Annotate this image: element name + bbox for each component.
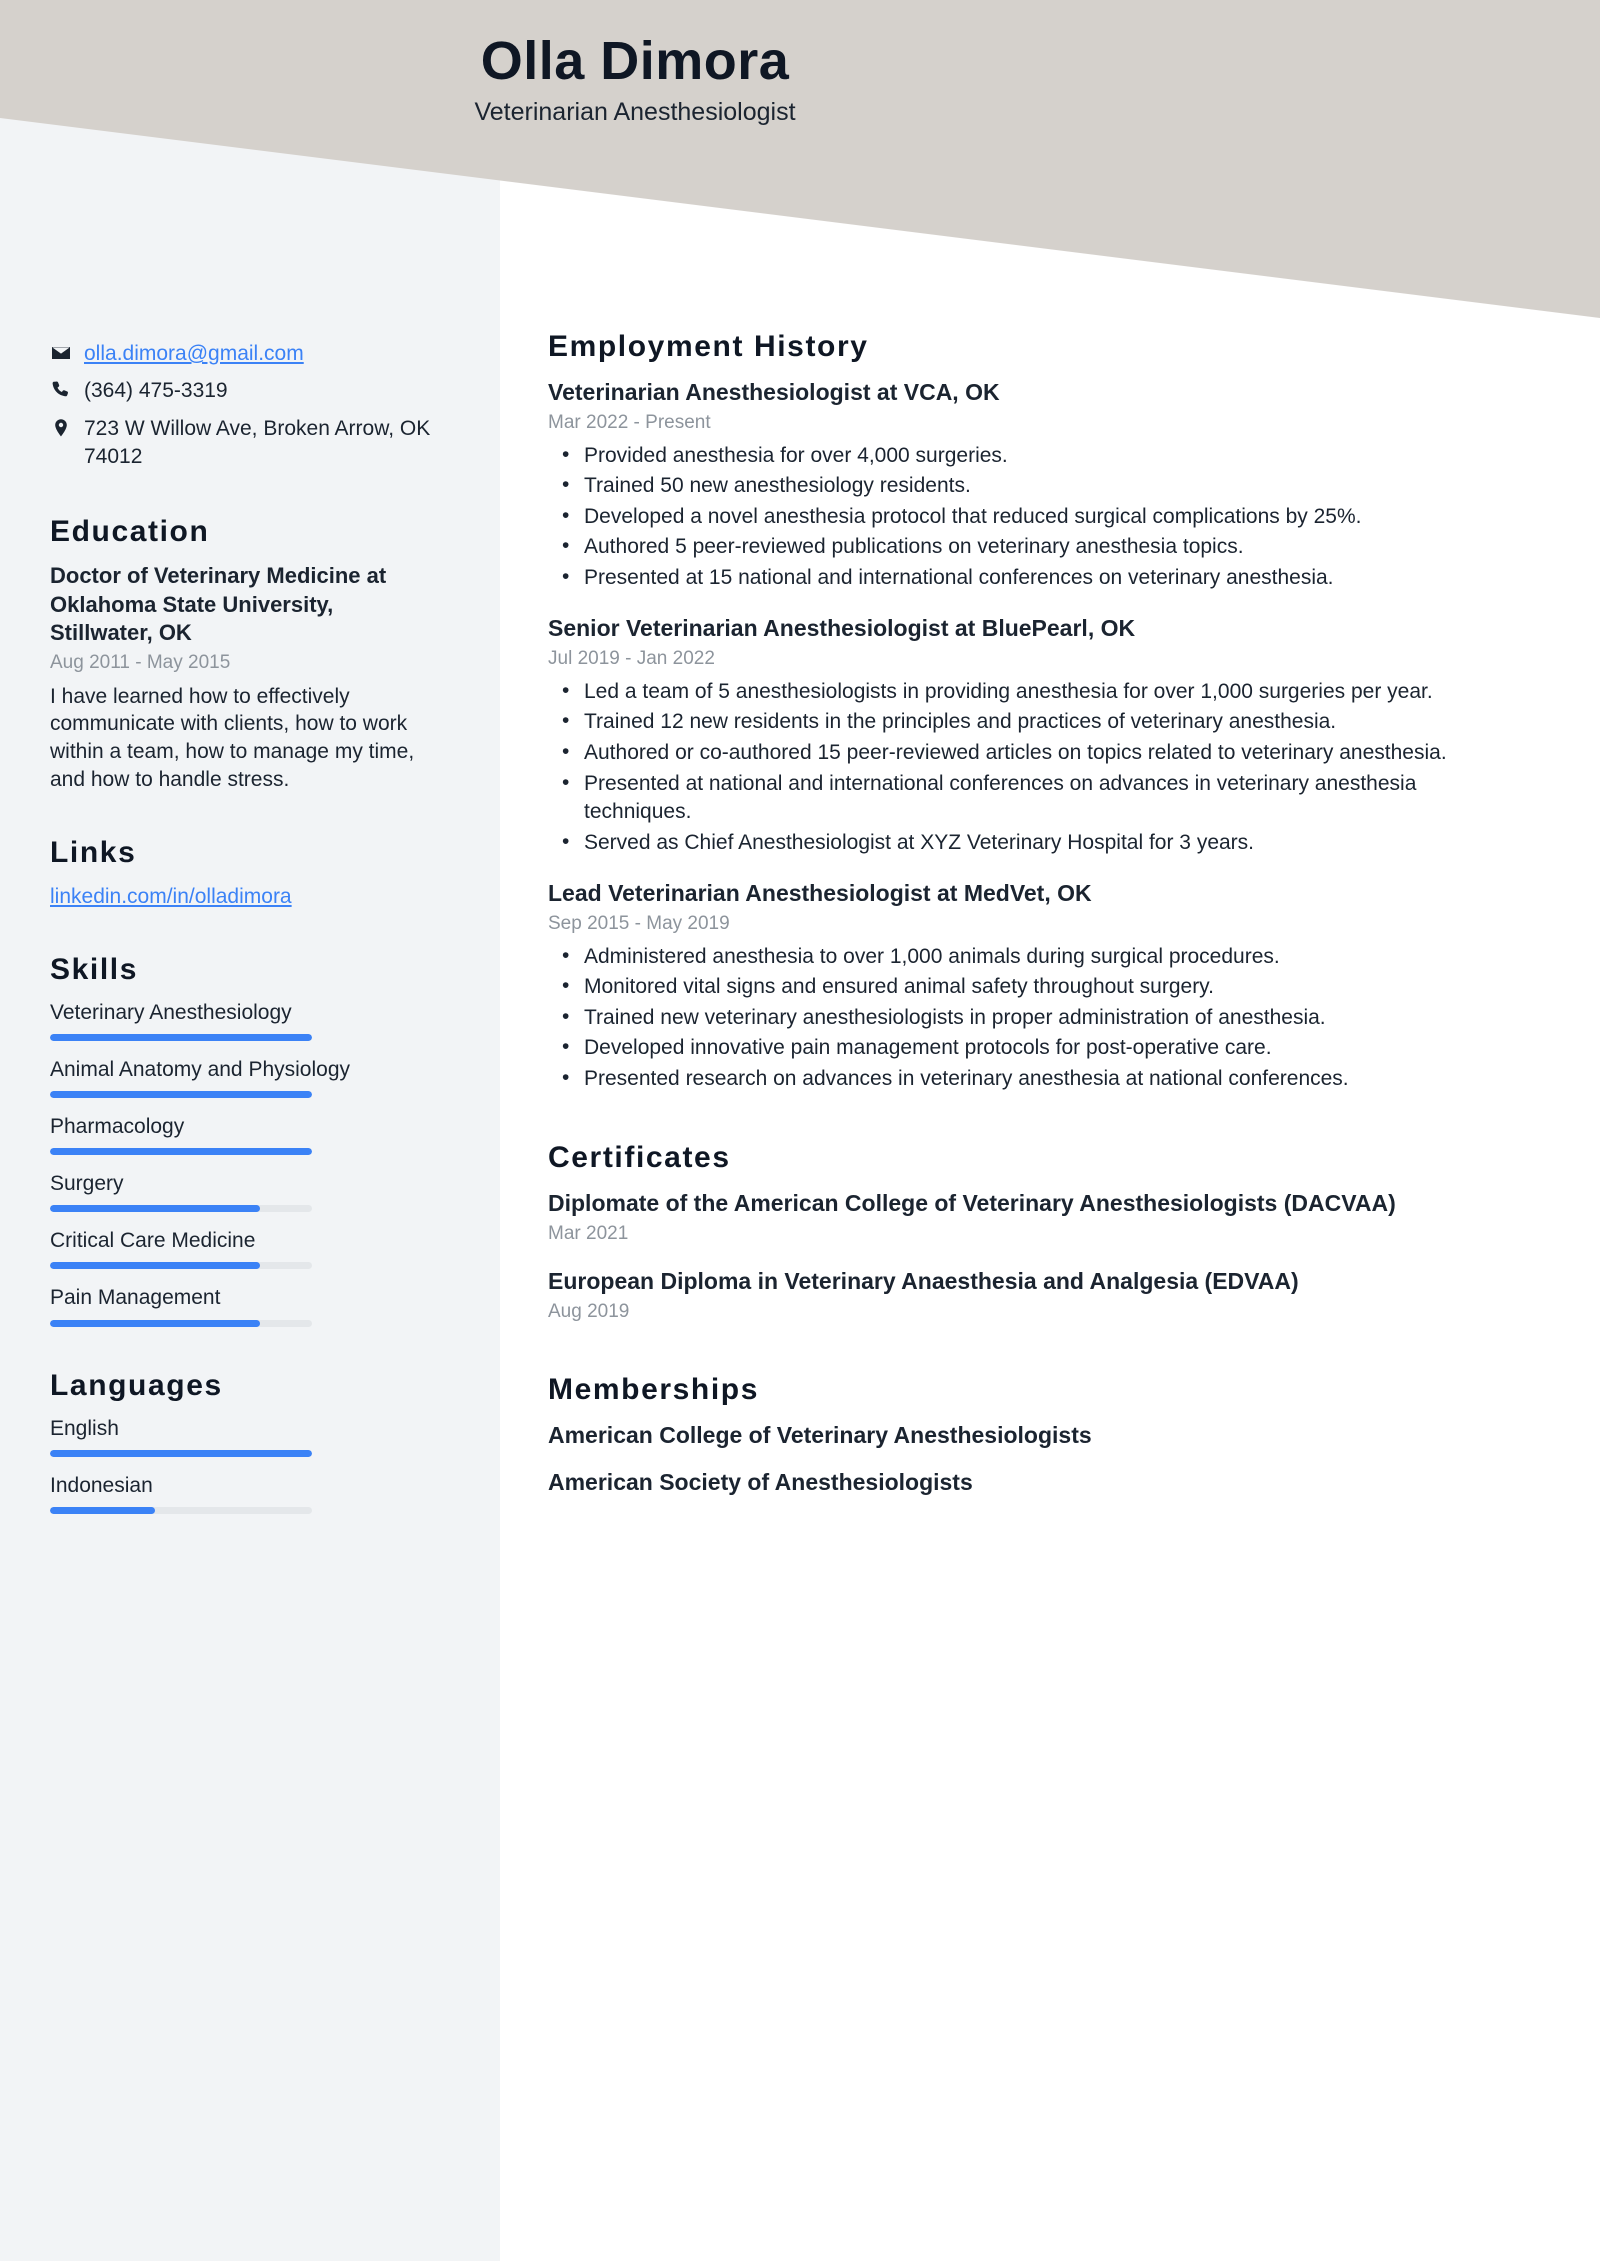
language-label: English	[50, 1416, 119, 1440]
skill-label: Surgery	[50, 1172, 124, 1196]
links-section	[50, 836, 440, 910]
education-date: Aug 2011 - May 2015	[50, 651, 231, 673]
skill-item	[50, 1057, 440, 1098]
job-bullet: • Administered anesthesia to over 1,000 animals during surgical procedures.	[548, 943, 1528, 972]
job-bullet: • Served as Chief Anesthesiologist at XYZ Veterinary Hospital for 3 years.	[548, 829, 1528, 858]
job-bullet: • Presented at 15 national and international conferences on veterinary anesthesia.	[548, 564, 1528, 593]
skill-label: Veterinary Anesthesiology	[50, 1000, 292, 1024]
certificates-heading: Certificates	[548, 1141, 731, 1175]
skills-list	[50, 1000, 440, 1327]
employment-section	[548, 330, 1528, 1093]
language-label: Indonesian	[50, 1473, 153, 1497]
skill-label: Critical Care Medicine	[50, 1229, 256, 1253]
education-description: I have learned how to effectively communicate with clients, how to work within a team, how to manage my time, and how to handle stress.	[50, 684, 415, 792]
languages-heading: Languages	[50, 1368, 223, 1402]
certificates-section	[548, 1141, 1528, 1324]
contact-phone-row	[50, 377, 440, 405]
job-bullets	[548, 943, 1528, 1094]
skill-level-track	[50, 1091, 312, 1098]
job-bullets	[548, 442, 1528, 593]
skill-level-track	[50, 1320, 312, 1327]
job-title-text: Lead Veterinarian Anesthesiologist at MedVet, OK	[548, 880, 1092, 907]
memberships-section	[548, 1373, 1528, 1498]
skill-level-fill	[50, 1034, 312, 1041]
job-bullet: • Developed a novel anesthesia protocol that reduced surgical complications by 25%.	[548, 503, 1528, 532]
certificate-title: Diplomate of the American College of Veterinary Anesthesiologists (DACVAA)	[548, 1190, 1396, 1217]
skills-section	[50, 953, 440, 1327]
phone-icon	[50, 377, 84, 401]
languages-list	[50, 1416, 440, 1514]
job-entry	[548, 378, 1528, 592]
skill-item	[50, 1228, 440, 1269]
address-text: 723 W Willow Ave, Broken Arrow, OK 74012	[84, 416, 431, 469]
job-bullet: • Presented research on advances in veterinary anesthesia at national conferences.	[548, 1065, 1528, 1094]
skill-item	[50, 1000, 440, 1041]
job-date: Sep 2015 - May 2019	[548, 913, 730, 935]
skill-level-track	[50, 1262, 312, 1269]
language-level-fill	[50, 1450, 312, 1457]
job-date: Jul 2019 - Jan 2022	[548, 648, 715, 670]
header	[0, 30, 1600, 127]
job-bullet: • Developed innovative pain management protocols for post-operative care.	[548, 1034, 1528, 1063]
language-item	[50, 1473, 440, 1514]
job-bullet: • Monitored vital signs and ensured animal safety throughout surgery.	[548, 973, 1528, 1002]
education-section	[50, 515, 440, 794]
languages-section	[50, 1369, 440, 1514]
certificate-title: European Diploma in Veterinary Anaesthesia and Analgesia (EDVAA)	[548, 1268, 1299, 1295]
language-level-fill	[50, 1507, 155, 1514]
language-item	[50, 1416, 440, 1457]
certificate-entry	[548, 1189, 1528, 1247]
job-entry	[548, 614, 1528, 857]
job-bullet: • Trained 50 new anesthesiology residents.	[548, 472, 1528, 501]
membership-entry: American College of Veterinary Anesthesiologists	[548, 1421, 1092, 1448]
skill-level-track	[50, 1034, 312, 1041]
job-title: Veterinarian Anesthesiologist	[474, 98, 796, 127]
full-name: Olla Dimora	[480, 31, 790, 91]
language-level-track	[50, 1450, 312, 1457]
job-bullet: • Trained new veterinary anesthesiologists in proper administration of anesthesia.	[548, 1004, 1528, 1033]
contact-list	[50, 340, 440, 471]
job-bullet: • Authored 5 peer-reviewed publications on veterinary anesthesia topics.	[548, 533, 1528, 562]
membership-entry: American Society of Anesthesiologists	[548, 1468, 973, 1495]
education-item	[50, 562, 440, 794]
contact-email-row[interactable]	[50, 340, 440, 368]
employment-heading: Employment History	[548, 330, 869, 363]
skill-level-track	[50, 1205, 312, 1212]
job-entry	[548, 879, 1528, 1093]
email-link[interactable]: olla.dimora@gmail.com	[84, 342, 304, 365]
skill-item	[50, 1285, 440, 1326]
skill-level-fill	[50, 1091, 312, 1098]
certificate-date: Aug 2019	[548, 1300, 630, 1322]
skill-level-track	[50, 1148, 312, 1155]
job-bullet: • Presented at national and international conferences on advances in veterinary anesthesia techniques.	[548, 770, 1528, 827]
certificate-entry	[548, 1267, 1528, 1325]
phone-number: (364) 475-3319	[84, 379, 228, 403]
job-title-text: Veterinarian Anesthesiologist at VCA, OK	[548, 379, 1000, 405]
language-level-track	[50, 1507, 312, 1514]
job-date: Mar 2022 - Present	[548, 411, 711, 433]
skill-label: Pain Management	[50, 1286, 221, 1310]
memberships-list	[548, 1421, 1528, 1498]
skill-level-fill	[50, 1205, 260, 1212]
certificate-date: Mar 2021	[548, 1223, 629, 1245]
skill-item	[50, 1171, 440, 1212]
skill-level-fill	[50, 1262, 260, 1269]
jobs-list	[548, 378, 1528, 1093]
main-column	[548, 330, 1528, 1545]
job-bullets	[548, 678, 1528, 857]
certificates-list	[548, 1189, 1528, 1324]
skill-label: Animal Anatomy and Physiology	[50, 1057, 350, 1081]
skill-label: Pharmacology	[50, 1114, 185, 1138]
links-heading: Links	[50, 836, 137, 870]
contact-address-row	[50, 415, 440, 472]
envelope-icon	[50, 340, 84, 364]
skill-item	[50, 1114, 440, 1155]
skill-level-fill	[50, 1320, 260, 1327]
skill-level-fill	[50, 1148, 312, 1155]
location-pin-icon	[50, 415, 84, 439]
skills-heading: Skills	[50, 952, 138, 986]
link-linkedin[interactable]: linkedin.com/in/olladimora	[50, 885, 292, 909]
job-bullet: • Led a team of 5 anesthesiologists in providing anesthesia for over 1,000 surgeries per year.	[548, 678, 1528, 707]
education-heading: Education	[50, 515, 210, 549]
job-bullet: • Provided anesthesia for over 4,000 surgeries.	[548, 442, 1528, 471]
job-bullet: • Authored or co-authored 15 peer-reviewed articles on topics related to veterinary anesthesia.	[548, 739, 1528, 768]
memberships-heading: Memberships	[548, 1372, 759, 1406]
sidebar	[50, 340, 440, 1556]
education-degree: Doctor of Veterinary Medicine at Oklahoma State University, Stillwater, OK	[50, 563, 387, 645]
job-bullet: • Trained 12 new residents in the principles and practices of veterinary anesthesia.	[548, 708, 1528, 737]
job-title-text: Senior Veterinarian Anesthesiologist at BluePearl, OK	[548, 615, 1136, 642]
